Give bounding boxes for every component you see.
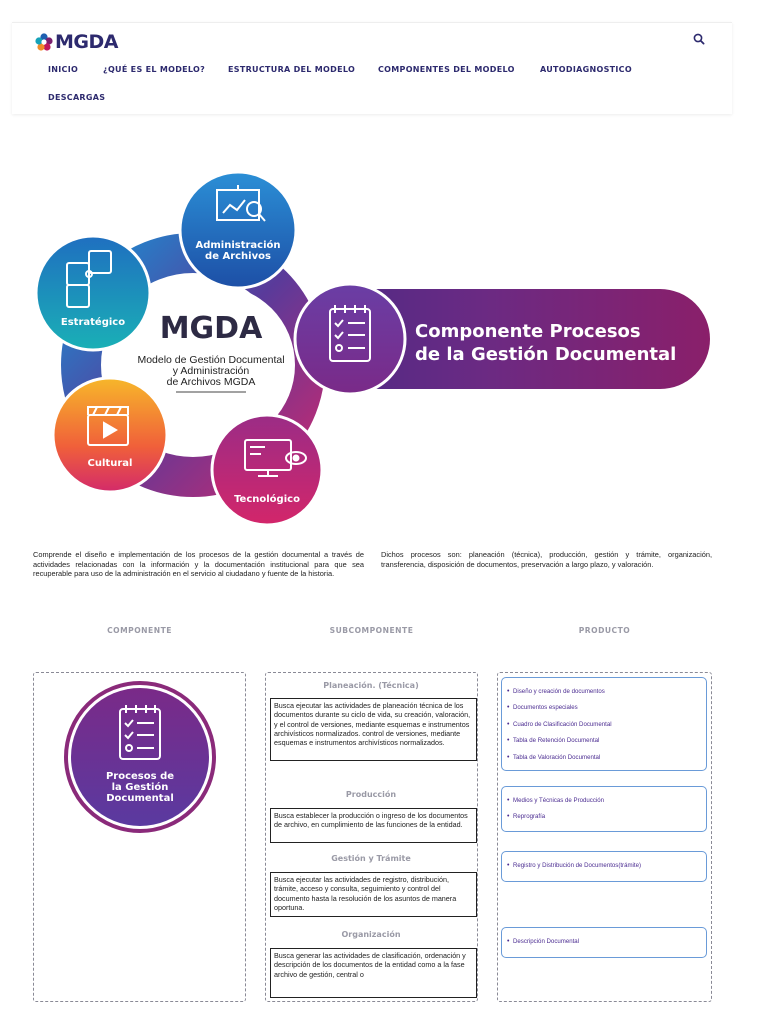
node-cultural-label: Cultural [87, 458, 133, 469]
subcomponente-column [265, 672, 478, 1002]
node-estrategico[interactable] [36, 236, 150, 350]
product-item[interactable]: • Diseño y creación de documentos [513, 688, 605, 695]
nav-estructura-del-modelo[interactable]: ESTRUCTURA DEL MODELO [228, 65, 356, 74]
node-administracion[interactable] [180, 172, 296, 288]
product-item[interactable]: • Cuadro de Clasificación Documental [513, 721, 612, 728]
subcomponent-title: Producción [345, 790, 397, 799]
col-header-producto: PRODUCTO [578, 626, 631, 635]
subcomponent-title: Organización [341, 930, 401, 939]
site-logo[interactable] [34, 31, 118, 53]
product-group [501, 927, 707, 958]
mgda-hero-graphic [25, 165, 725, 535]
banner-title-line1: Componente Procesos [415, 321, 641, 342]
banner-title-line2: de la Gestión Documental [415, 344, 677, 365]
col-header-componente: COMPONENTE [107, 626, 172, 635]
nav-descargas[interactable]: DESCARGAS [48, 93, 106, 102]
subcomponent-title: Gestión y Trámite [331, 854, 411, 863]
subcomponent-title: Planeación. (Técnica) [323, 681, 419, 690]
logo-text: MGDA [55, 31, 118, 53]
nav-inicio[interactable]: INICIO [48, 65, 79, 74]
intro-right: Dichos procesos son: planeación (técnica), producción, gestión y trámite, organización, transferencia, disposición de documentos, preservación a largo plazo, y valoración. [381, 550, 712, 569]
component-label-1: Procesos de [105, 771, 175, 782]
nav-autodiagnostico[interactable]: AUTODIAGNOSTICO [540, 65, 632, 74]
node-procesos[interactable] [295, 284, 405, 394]
subcomponent-description: Busca ejecutar las actividades de planeación técnica de los documentos durante su ciclo de vida, su creación, valoración, y el control de versiones, mediante esquemas e instrumentos archivísticos normalizados. control de versiones, mediante esquemas e instrumentos archivísticos normalizados. [270, 698, 477, 761]
center-subtitle-1: Modelo de Gestión Documental [137, 354, 285, 366]
intro-left: Comprende el diseño e implementación de los procesos de la gestión documental a través de actividades relacionadas con la información y la documentación institucional para que sea recuperable para uso de la administración en el servicio al ciudadano y fuente de la historia. [33, 550, 364, 579]
col-header-subcomponente: SUBCOMPONENTE [329, 626, 414, 635]
search-icon[interactable] [692, 32, 706, 46]
product-item[interactable]: • Documentos especiales [513, 704, 578, 711]
product-item[interactable]: • Tabla de Valoración Documental [513, 754, 600, 761]
product-group [501, 786, 707, 832]
node-cultural[interactable] [53, 378, 167, 492]
component-badge [34, 673, 247, 833]
node-tecnologico[interactable] [212, 415, 322, 525]
center-title: MGDA [159, 311, 263, 346]
node-estrategico-label: Estratégico [60, 317, 126, 328]
product-item[interactable]: • Tabla de Retención Documental [513, 737, 599, 744]
center-subtitle-3: de Archivos MGDA [166, 376, 256, 388]
nav-que-es-el-modelo[interactable]: ¿QUÉ ES EL MODELO? [103, 65, 206, 74]
product-group [501, 677, 707, 771]
product-item[interactable]: • Medios y Técnicas de Producción [513, 797, 604, 804]
nav-componentes-del-modelo[interactable]: COMPONENTES DEL MODELO [378, 65, 515, 74]
componente-column [33, 672, 246, 1002]
node-administracion-label-1: Administración [195, 240, 281, 251]
component-label-3: Documental [106, 793, 174, 804]
subcomponent-description: Busca generar las actividades de clasificación, ordenación y descripción de los documentos de la entidad como a la fase archivo de gestión, central o [270, 948, 477, 998]
component-label-2: la Gestión [111, 782, 169, 793]
product-item[interactable]: • Descripción Documental [513, 938, 579, 945]
logo-flower-icon [34, 32, 54, 52]
node-tecnologico-label: Tecnológico [234, 494, 300, 505]
center-subtitle-2: y Administración [172, 365, 250, 377]
site-header [12, 22, 732, 114]
subcomponent-description: Busca ejecutar las actividades de registro, distribución, trámite, acceso y consulta, seguimiento y control del documento hasta la resolución de los asuntos de manera oportuna. [270, 872, 477, 917]
product-item[interactable]: • Reprografía [513, 813, 545, 820]
producto-column [497, 672, 712, 1002]
product-group [501, 851, 707, 882]
node-administracion-label-2: de Archivos [205, 251, 271, 262]
product-item[interactable]: • Registro y Distribución de Documentos(trámite) [513, 862, 641, 869]
subcomponent-description: Busca establecer la producción o ingreso de los documentos de archivo, en cumplimiento de las funciones de la entidad. [270, 808, 477, 843]
